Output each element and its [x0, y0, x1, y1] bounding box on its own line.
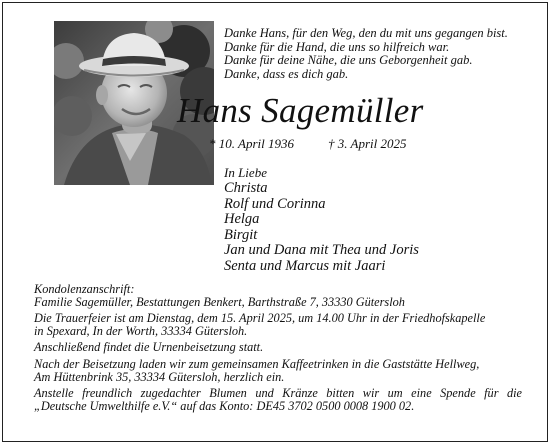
- family-member: Jan und Dana mit Thea und Joris: [224, 242, 419, 258]
- poem: [224, 27, 542, 81]
- coffee-invitation-line: Nach der Beisetzung laden wir zum gemeinsamen Kaffeetrinken in die Gaststätte Hellweg,: [34, 356, 480, 371]
- coffee-invitation: [34, 358, 522, 383]
- family-member: Christa: [224, 180, 268, 196]
- ceremony-info: [34, 283, 522, 416]
- obituary-card: [2, 2, 548, 442]
- donation-request-line: „Deutsche Umwelthilfe e.V.“ auf das Konto: DE45 3702 0500 0008 1900 02.: [34, 398, 415, 413]
- poem-line: Danke für die Hand, die uns so hilfreich war.: [224, 39, 450, 54]
- donation-request-line: Anstelle freundlich zugedachter Blumen und Kränze bitten wir um eine Spende für die: [34, 386, 522, 401]
- funeral-service: [34, 312, 522, 337]
- condolence-address: [34, 283, 522, 308]
- urn-burial: [34, 341, 522, 354]
- deceased-name: Hans Sagemüller: [177, 91, 424, 130]
- funeral-service-line: in Spexard, In der Worth, 33334 Gütersloh.: [34, 323, 248, 338]
- family-member: Helga: [224, 211, 260, 227]
- condolence-address-line: Familie Sagemüller, Bestattungen Benkert, Barthstraße 7, 33330 Gütersloh: [34, 294, 405, 309]
- poem-line: Danke für deine Nähe, die uns Geborgenheit gab.: [224, 53, 473, 67]
- in-liebe-label: In Liebe: [224, 165, 267, 180]
- urn-burial-line: Anschließend findet die Urnenbeisetzung statt.: [34, 340, 264, 355]
- funeral-service-line: Die Trauerfeier ist am Dienstag, dem 15. April 2025, um 14.00 Uhr in der Friedhofskapelle: [34, 311, 486, 326]
- family-member: Senta und Marcus mit Jaari: [224, 257, 386, 274]
- birth-date: * 10. April 1936: [209, 136, 294, 151]
- family-member: Rolf und Corinna: [224, 195, 326, 212]
- family-member: Birgit: [224, 226, 258, 243]
- family-list: [224, 181, 419, 274]
- death-date: † 3. April 2025: [328, 136, 407, 151]
- condolence-label: Kondolenzanschrift:: [34, 282, 135, 296]
- poem-line: Danke Hans, für den Weg, den du mit uns gegangen bist.: [224, 26, 508, 40]
- poem-line: Danke, dass es dich gab.: [224, 66, 349, 81]
- coffee-invitation-line: Am Hüttenbrink 35, 33334 Gütersloh, herzlich ein.: [34, 369, 285, 384]
- donation-request: [34, 387, 522, 412]
